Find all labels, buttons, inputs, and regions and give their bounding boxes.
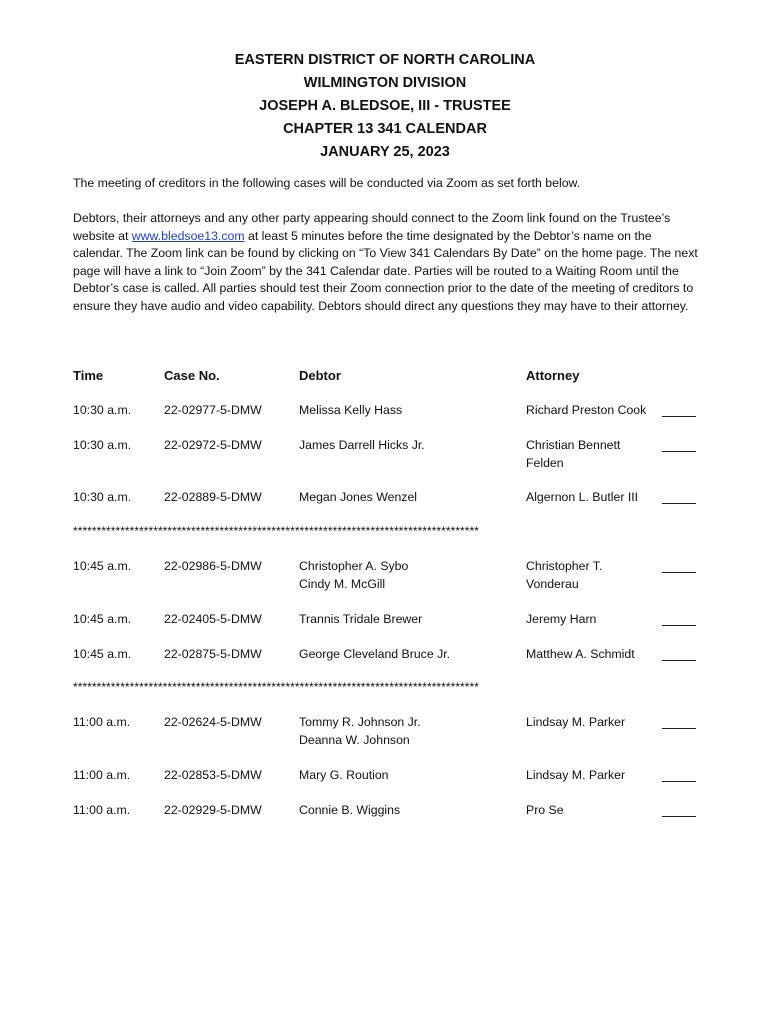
row-attorney: Lindsay M. Parker bbox=[526, 715, 626, 729]
row-debtor: Connie B. Wiggins bbox=[299, 803, 401, 817]
group-separator: ************************************************************************************** bbox=[73, 524, 479, 538]
row-time: 10:45 a.m. bbox=[73, 647, 132, 661]
row-case-number: 22-02875-5-DMW bbox=[164, 647, 262, 661]
trustee-website-link[interactable]: www.bledsoe13.com bbox=[131, 228, 245, 243]
row-time: 11:00 a.m. bbox=[73, 803, 131, 817]
group-separator: ************************************************************************************** bbox=[73, 680, 479, 694]
column-header-attorney: Attorney bbox=[526, 368, 580, 383]
row-case-number: 22-02624-5-DMW bbox=[164, 715, 262, 729]
row-attorney: Richard Preston Cook bbox=[526, 403, 647, 417]
row-case-number: 22-02972-5-DMW bbox=[164, 438, 262, 452]
row-debtor: Tommy R. Johnson Jr. bbox=[299, 715, 421, 729]
row-debtor: Christopher A. Sybo bbox=[299, 559, 409, 573]
row-debtor: Mary G. Roution bbox=[299, 768, 389, 782]
signature-blank bbox=[662, 416, 696, 417]
row-debtor: Melissa Kelly Hass bbox=[299, 403, 403, 417]
row-attorney: Lindsay M. Parker bbox=[526, 768, 626, 782]
row-attorney-line2: Felden bbox=[526, 456, 564, 470]
row-case-number: 22-02853-5-DMW bbox=[164, 768, 262, 782]
signature-blank bbox=[662, 816, 696, 817]
column-header-debtor: Debtor bbox=[299, 368, 341, 383]
signature-blank bbox=[662, 451, 696, 452]
column-header-time: Time bbox=[73, 368, 104, 383]
row-time: 10:30 a.m. bbox=[73, 490, 132, 504]
header-date: JANUARY 25, 2023 bbox=[320, 144, 450, 160]
row-attorney: Matthew A. Schmidt bbox=[526, 647, 635, 661]
row-debtor: George Cleveland Bruce Jr. bbox=[299, 647, 451, 661]
row-case-number: 22-02929-5-DMW bbox=[164, 803, 262, 817]
instructions-text-after: at least 5 minutes before the time designated by the Debtor’s name on the calendar. The Zoom link can be found by clicking on “To View 341 Calendars By Date” on the home page. The next page will have a link to “Join Zoom” by the 341 Calendar date. Parties will be routed to a Waiting Room until the Debtor’s case is called. All parties should test their Zoom connection prior to the date of the meeting of creditors to ensure they have audio and video capability. Debtors should direct any questions they may have to their attorney. bbox=[73, 228, 698, 313]
signature-blank bbox=[662, 625, 696, 626]
row-attorney: Algernon L. Butler III bbox=[526, 490, 639, 504]
row-joint-debtor: Cindy M. McGill bbox=[299, 577, 386, 591]
row-time: 10:45 a.m. bbox=[73, 559, 132, 573]
row-case-number: 22-02977-5-DMW bbox=[164, 403, 262, 417]
header-trustee: JOSEPH A. BLEDSOE, III - TRUSTEE bbox=[259, 98, 511, 114]
header-calendar-title: CHAPTER 13 341 CALENDAR bbox=[283, 121, 487, 137]
row-debtor: Trannis Tridale Brewer bbox=[299, 612, 423, 626]
row-attorney: Pro Se bbox=[526, 803, 564, 817]
header-division: WILMINGTON DIVISION bbox=[303, 75, 467, 91]
row-attorney: Jeremy Harn bbox=[526, 612, 597, 626]
row-attorney: Christopher T. bbox=[526, 559, 603, 573]
row-case-number: 22-02889-5-DMW bbox=[164, 490, 262, 504]
row-attorney: Christian Bennett bbox=[526, 438, 621, 452]
signature-blank bbox=[662, 728, 696, 729]
row-case-number: 22-02405-5-DMW bbox=[164, 612, 262, 626]
row-time: 11:00 a.m. bbox=[73, 715, 131, 729]
row-debtor: James Darrell Hicks Jr. bbox=[299, 438, 425, 452]
document-header bbox=[0, 49, 770, 164]
row-time: 10:45 a.m. bbox=[73, 612, 132, 626]
row-debtor: Megan Jones Wenzel bbox=[299, 490, 418, 504]
signature-blank bbox=[662, 660, 696, 661]
row-case-number: 22-02986-5-DMW bbox=[164, 559, 262, 573]
instructions-text-before: Debtors, their attorneys and any other party appearing should connect to the Zoom link found on the Trustee’s website at bbox=[73, 211, 671, 243]
row-time: 11:00 a.m. bbox=[73, 768, 131, 782]
instructions-paragraph bbox=[73, 210, 701, 316]
header-district: EASTERN DISTRICT OF NORTH CAROLINA bbox=[234, 52, 536, 68]
signature-blank bbox=[662, 572, 696, 573]
row-time: 10:30 a.m. bbox=[73, 403, 132, 417]
column-header-case-no: Case No. bbox=[164, 368, 220, 383]
signature-blank bbox=[662, 781, 696, 782]
row-attorney-line2: Vonderau bbox=[526, 577, 579, 591]
intro-paragraph: The meeting of creditors in the following cases will be conducted via Zoom as set forth below. bbox=[73, 176, 581, 190]
signature-blank bbox=[662, 503, 696, 504]
row-joint-debtor: Deanna W. Johnson bbox=[299, 733, 410, 747]
row-time: 10:30 a.m. bbox=[73, 438, 132, 452]
